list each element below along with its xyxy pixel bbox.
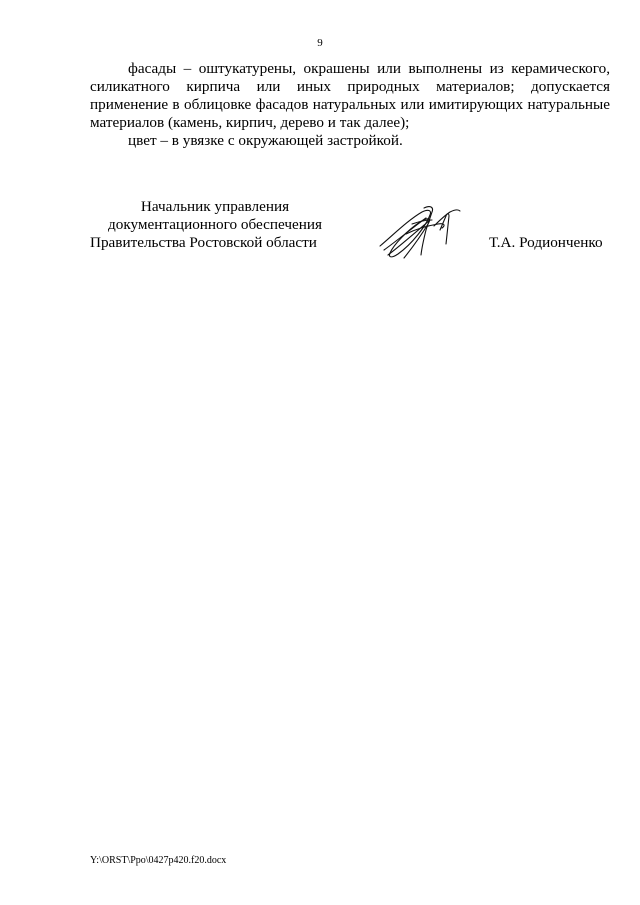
signature-title-line-2: документационного обеспечения: [108, 216, 322, 233]
signature-title: [90, 198, 340, 252]
footer-file-path: Y:\ORST\Ppo\0427p420.f20.docx: [90, 855, 227, 866]
document-body: [90, 60, 610, 150]
signer-name: Т.А. Родионченко: [489, 234, 603, 251]
handwritten-signature: [374, 200, 466, 262]
paragraph-facades: фасады – оштукатурены, окрашены или выполнены из керамического, силикатного кирпича или иных природных материалов; допускается применение в облицовке фасадов натуральных или имитирующих натуральные материалов (камень, кирпич, дерево и так далее);: [90, 60, 610, 131]
signature-title-line-1: Начальник управления: [140, 198, 290, 215]
paragraph-color: цвет – в увязке с окружающей застройкой.: [128, 132, 403, 149]
signature-title-line-3: Правительства Ростовской области: [90, 234, 317, 251]
page-number: 9: [317, 37, 323, 49]
